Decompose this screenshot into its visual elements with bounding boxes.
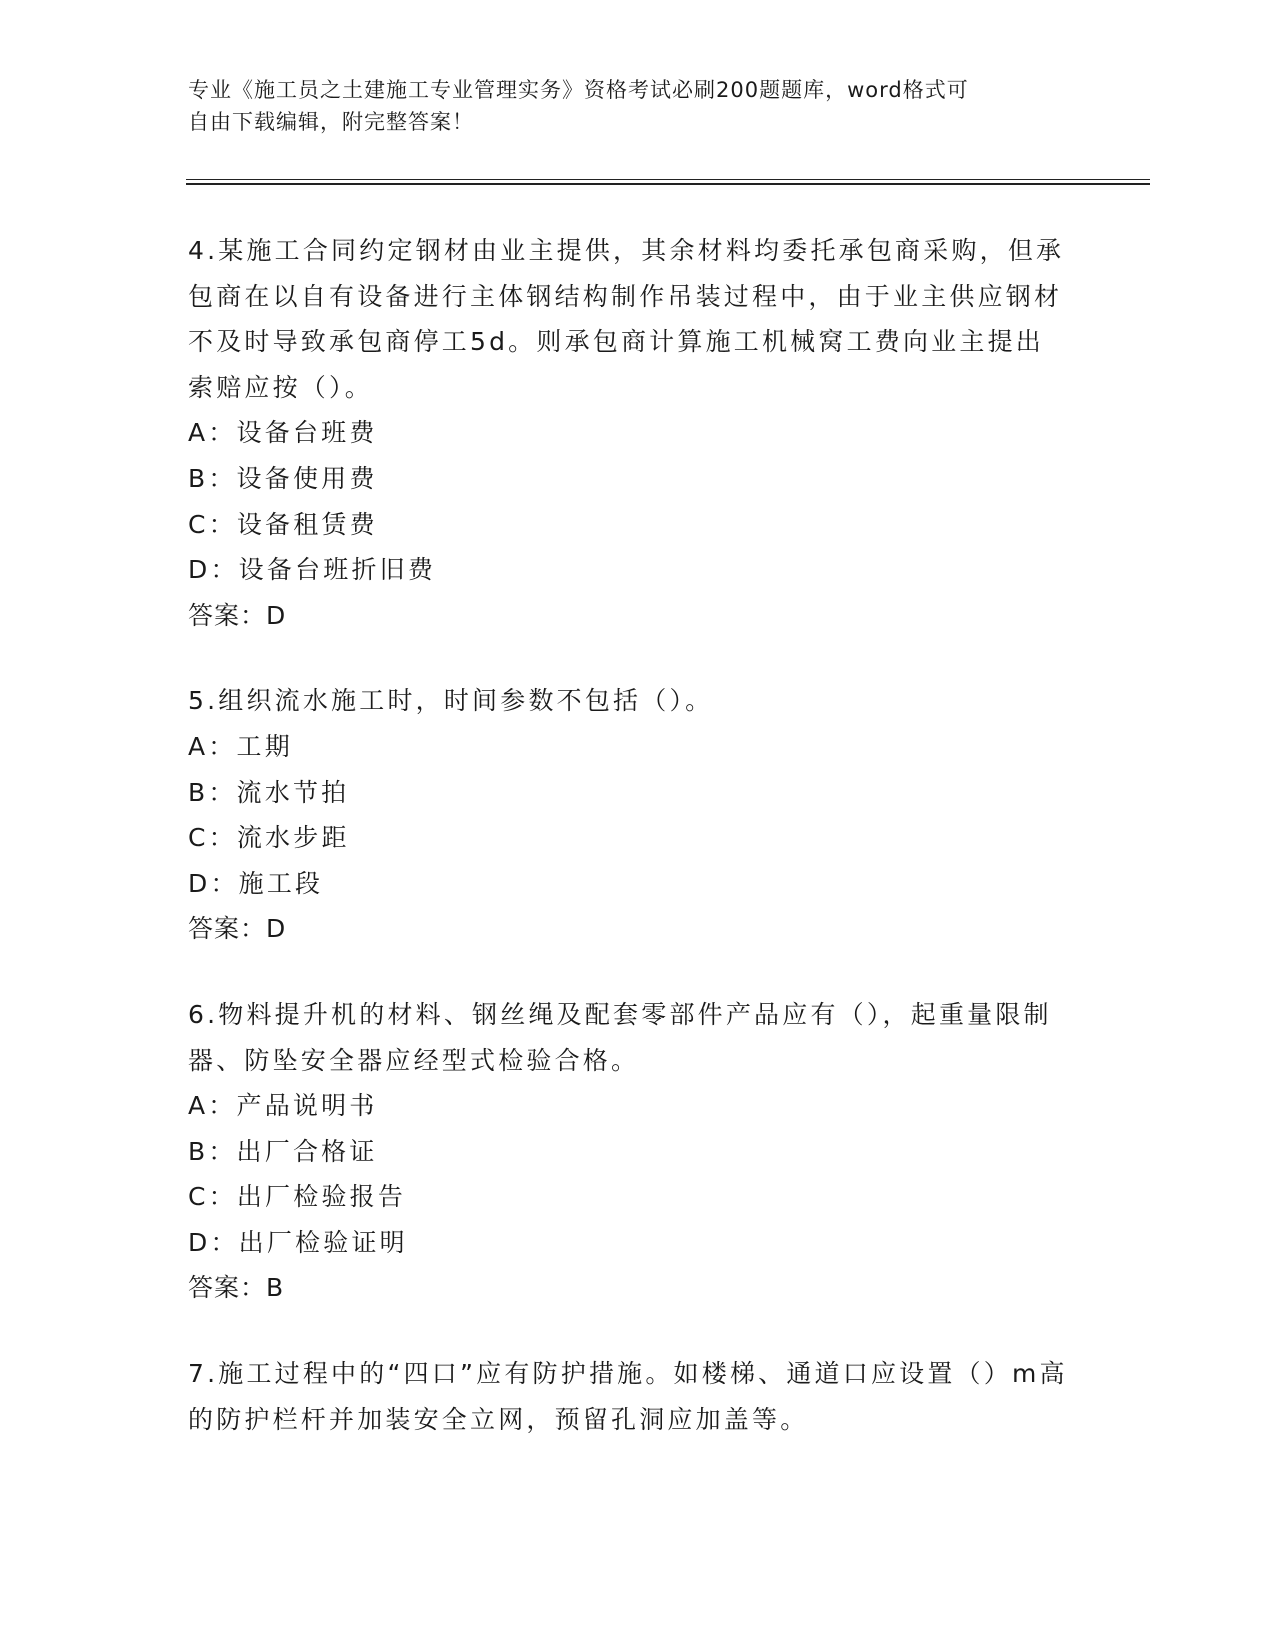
option-d: D：施工段 [188,868,324,898]
header-line-2: 自由下载编辑，附完整答案！ [188,110,474,134]
option-a: A：工期 [188,731,293,761]
option-d: D：设备台班折旧费 [188,555,437,585]
option-c: C：流水步距 [188,823,350,853]
option-c: C：设备租赁费 [188,509,378,539]
option-b: B：流水节拍 [188,777,350,807]
question-7 [188,1351,1068,1442]
question-list [188,228,1068,1482]
question-text: 4.某施工合同约定钢材由业主提供，其余材料均委托承包商采购，但承包商在以自有设备进行主体钢结构制作吊装过程中，由于业主供应钢材不及时导致承包商停工5d。则承包商计算施工机械窝工费向业主提出索赔应按（）。 [188,236,1065,402]
question-6 [188,992,1068,1311]
answer-label: 答案：D [188,600,287,630]
question-4 [188,228,1068,638]
question-text: 5.组织流水施工时，时间参数不包括（）。 [188,686,714,716]
header-divider-thick [186,183,1150,185]
document-header [188,74,1068,138]
question-text: 7.施工过程中的“四口”应有防护措施。如楼梯、通道口应设置（）m高的防护栏杆并加装安全立网，预留孔洞应加盖等。 [188,1359,1068,1434]
option-d: D：出厂检验证明 [188,1227,408,1257]
option-b: B：出厂合格证 [188,1136,378,1166]
question-5 [188,678,1068,952]
header-divider-thin [186,179,1150,180]
header-line-1: 专业《施工员之土建施工专业管理实务》资格考试必刷200题题库，word格式可 [188,78,969,102]
option-c: C：出厂检验报告 [188,1182,407,1212]
answer-label: 答案：B [188,1273,285,1303]
option-a: A：设备台班费 [188,418,378,448]
question-text: 6.物料提升机的材料、钢丝绳及配套零部件产品应有（），起重量限制器、防坠安全器应经型式检验合格。 [188,999,1052,1075]
answer-label: 答案：D [188,914,287,944]
option-a: A：产品说明书 [188,1091,378,1121]
option-b: B：设备使用费 [188,463,378,493]
